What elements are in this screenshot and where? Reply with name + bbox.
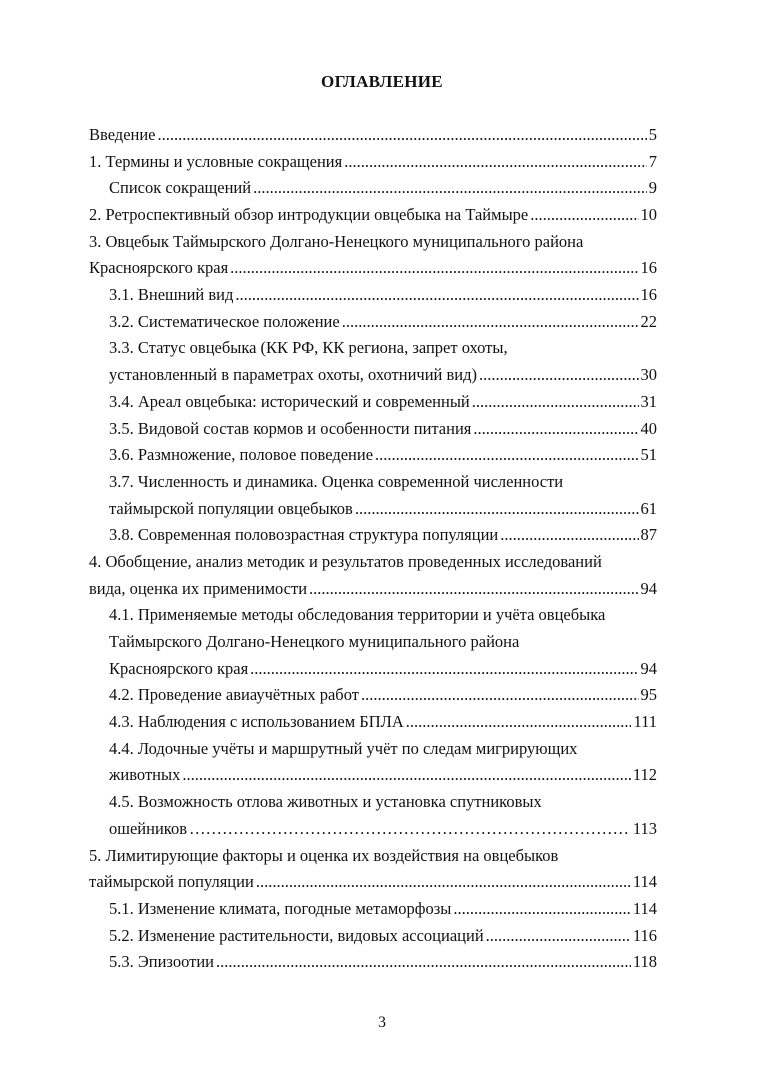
toc-entry-page: 40 bbox=[640, 418, 657, 438]
toc-entry-text: 3.2. Систематическое положение bbox=[109, 311, 340, 331]
toc-entry[interactable] bbox=[89, 843, 657, 870]
toc-entry-text: Таймырского Долгано-Ненецкого муниципального района bbox=[109, 632, 520, 652]
toc-entry[interactable] bbox=[89, 896, 657, 923]
toc-entry-text: 1. Термины и условные сокращения bbox=[89, 151, 343, 171]
toc-entry[interactable] bbox=[89, 656, 657, 683]
toc-entry-page: 10 bbox=[640, 205, 657, 225]
toc-entry-text: Введение bbox=[89, 124, 156, 144]
toc-entry[interactable] bbox=[89, 602, 657, 629]
toc-entry[interactable] bbox=[89, 202, 657, 229]
toc-entry[interactable] bbox=[89, 496, 657, 523]
toc-leader-dots bbox=[375, 442, 638, 469]
toc-entry-page: 30 bbox=[640, 365, 657, 385]
toc-entry[interactable] bbox=[89, 736, 657, 763]
toc-entry[interactable] bbox=[89, 336, 657, 363]
toc-entry-text: 3.7. Численность и динамика. Оценка современной численности bbox=[109, 471, 564, 491]
toc-entry-page: 112 bbox=[632, 765, 657, 785]
toc-leader-dots bbox=[250, 656, 638, 683]
toc-entry-text: 4.5. Возможность отлова животных и установка спутниковых bbox=[109, 792, 542, 812]
toc-entry-page: 87 bbox=[640, 525, 657, 545]
toc-leader-dots bbox=[500, 522, 638, 549]
toc-entry-page: 118 bbox=[632, 952, 657, 972]
toc-leader-dots bbox=[355, 496, 639, 523]
toc-entry-text: 3.5. Видовой состав кормов и особенности питания bbox=[109, 418, 472, 438]
toc-leader-dots bbox=[256, 869, 631, 896]
toc-entry-page: 51 bbox=[640, 445, 657, 465]
toc-entry-page: 114 bbox=[632, 872, 657, 892]
toc-entry[interactable] bbox=[89, 816, 657, 843]
toc-entry-text: 5.1. Изменение климата, погодные метаморфозы bbox=[109, 898, 452, 918]
page-number: 3 bbox=[378, 1014, 386, 1031]
toc-entry-text: установленный в параметрах охоты, охотничий вид) bbox=[109, 365, 477, 385]
toc-entry-page: 94 bbox=[640, 578, 657, 598]
toc-entry-text: вида, оценка их применимости bbox=[89, 578, 308, 598]
toc-entry-text: 3.1. Внешний вид bbox=[109, 285, 234, 305]
toc-entry-text: животных bbox=[109, 765, 181, 785]
toc-leader-dots bbox=[158, 122, 647, 149]
toc-entry-page: 61 bbox=[640, 498, 657, 518]
toc-leader-dots bbox=[406, 709, 632, 736]
toc-entry-page: 7 bbox=[648, 151, 657, 171]
toc-entry[interactable] bbox=[89, 282, 657, 309]
toc-entry[interactable] bbox=[89, 682, 657, 709]
toc-entry-page: 116 bbox=[632, 925, 657, 945]
toc-entry-text: Красноярского края bbox=[89, 258, 229, 278]
toc-entry[interactable] bbox=[89, 149, 657, 176]
toc-entry-page: 114 bbox=[632, 898, 657, 918]
toc-entry-text: Красноярского края bbox=[109, 658, 249, 678]
toc-entry-page: 9 bbox=[648, 178, 657, 198]
toc-leader-dots bbox=[479, 362, 639, 389]
toc-entry[interactable] bbox=[89, 789, 657, 816]
toc-entry-page: 94 bbox=[640, 658, 657, 678]
toc-entry-page: 95 bbox=[640, 685, 657, 705]
toc-entry[interactable] bbox=[89, 763, 657, 790]
toc-entry-text: ошейников bbox=[109, 818, 187, 838]
toc-leader-dots bbox=[486, 923, 631, 950]
toc-entry-text: 3.3. Статус овцебыка (КК РФ, КК региона, запрет охоты, bbox=[109, 338, 508, 358]
toc-leader-dots bbox=[216, 949, 631, 976]
toc-entry[interactable] bbox=[89, 549, 657, 576]
toc-entry-text: таймырской популяции bbox=[89, 872, 254, 892]
toc-entry-page: 111 bbox=[633, 712, 657, 732]
toc-entry-text: 4.4. Лодочные учёты и маршрутный учёт по следам мигрирующих bbox=[109, 738, 578, 758]
toc-entry-text: 3. Овцебык Таймырского Долгано-Ненецкого муниципального района bbox=[89, 231, 584, 251]
toc-entry[interactable] bbox=[89, 255, 657, 282]
toc-entry-text: Список сокращений bbox=[109, 178, 252, 198]
toc-entry[interactable] bbox=[89, 869, 657, 896]
toc-entry-page: 31 bbox=[640, 391, 657, 411]
toc-entry[interactable] bbox=[89, 576, 657, 603]
toc-leader-dots bbox=[342, 309, 639, 336]
toc-entry-text: 3.4. Ареал овцебыка: исторический и современный bbox=[109, 391, 470, 411]
toc-leader-dots bbox=[472, 389, 639, 416]
toc-leader-dots bbox=[235, 282, 638, 309]
toc-entry-text: 5. Лимитирующие факторы и оценка их воздействия на овцебыков bbox=[89, 845, 559, 865]
toc-leader-dots bbox=[361, 682, 639, 709]
toc-entry[interactable] bbox=[89, 416, 657, 443]
toc-leader-dots bbox=[230, 255, 638, 282]
toc-leader-dots bbox=[453, 896, 631, 923]
page-title: ОГЛАВЛЕНИЕ bbox=[321, 72, 443, 91]
toc-entry-text: 3.8. Современная половозрастная структура популяции bbox=[109, 525, 499, 545]
toc-entry[interactable] bbox=[89, 709, 657, 736]
toc-entry[interactable] bbox=[89, 309, 657, 336]
toc-leader-dots bbox=[309, 576, 638, 603]
toc-leader-dots bbox=[189, 816, 631, 843]
toc-leader-dots bbox=[473, 416, 638, 443]
toc-entry[interactable] bbox=[89, 229, 657, 256]
toc-entry-text: 5.2. Изменение растительности, видовых ассоциаций bbox=[109, 925, 484, 945]
toc-entry-text: 4. Обобщение, анализ методик и результатов проведенных исследований bbox=[89, 551, 602, 571]
toc-entry[interactable] bbox=[89, 469, 657, 496]
toc-entry[interactable] bbox=[89, 442, 657, 469]
toc-entry-page: 16 bbox=[640, 285, 657, 305]
toc-entry-text: 5.3. Эпизоотии bbox=[109, 952, 215, 972]
toc-entry-page: 113 bbox=[632, 818, 657, 838]
toc-leader-dots bbox=[530, 202, 638, 229]
toc-entry[interactable] bbox=[89, 949, 657, 976]
toc-entry-page: 16 bbox=[640, 258, 657, 278]
toc-entry[interactable] bbox=[89, 389, 657, 416]
toc-entry[interactable] bbox=[89, 122, 657, 149]
toc-entry-text: 3.6. Размножение, половое поведение bbox=[109, 445, 374, 465]
toc-entry[interactable] bbox=[89, 629, 657, 656]
toc-entry-text: 4.1. Применяемые методы обследования территории и учёта овцебыка bbox=[109, 605, 606, 625]
toc-entry[interactable] bbox=[89, 923, 657, 950]
toc-entry[interactable] bbox=[89, 522, 657, 549]
toc-leader-dots bbox=[253, 175, 647, 202]
toc-entry-page: 5 bbox=[648, 124, 657, 144]
table-of-contents bbox=[89, 122, 657, 976]
toc-entry-text: 4.2. Проведение авиаучётных работ bbox=[109, 685, 359, 705]
toc-leader-dots bbox=[344, 149, 647, 176]
toc-entry[interactable] bbox=[89, 175, 657, 202]
toc-entry-text: таймырской популяции овцебыков bbox=[109, 498, 353, 518]
toc-leader-dots bbox=[182, 762, 631, 789]
toc-entry-page: 22 bbox=[640, 311, 657, 331]
toc-entry[interactable] bbox=[89, 362, 657, 389]
toc-entry-text: 4.3. Наблюдения с использованием БПЛА bbox=[109, 712, 404, 732]
toc-entry-text: 2. Ретроспективный обзор интродукции овцебыка на Таймыре bbox=[89, 205, 529, 225]
